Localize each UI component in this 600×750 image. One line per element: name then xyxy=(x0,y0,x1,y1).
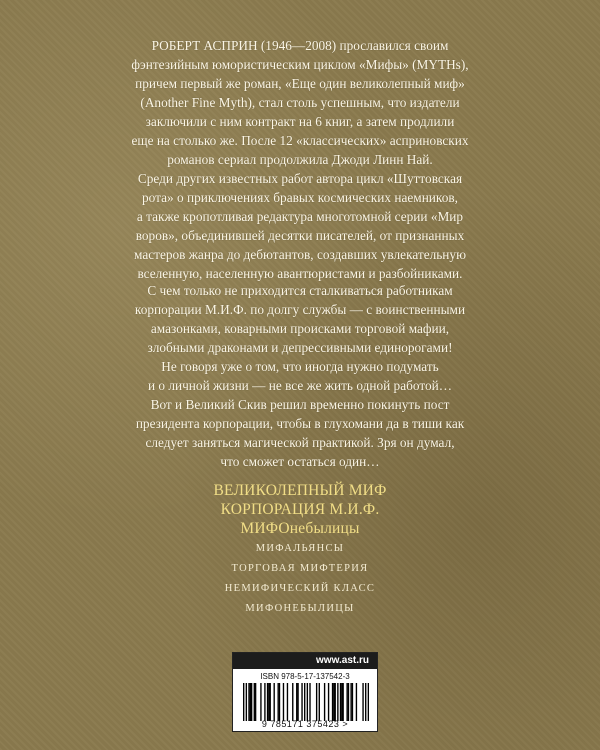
barcode-bar xyxy=(341,683,342,721)
annotation-line: С чем только не приходится сталкиваться работникам xyxy=(147,283,453,298)
series-title: КОРПОРАЦИЯ М.И.Ф. xyxy=(220,501,380,518)
barcode-bar xyxy=(254,683,255,721)
ean-number: 9 785171 375423 > xyxy=(261,719,349,729)
barcode-bar xyxy=(332,683,333,721)
barcode-bar xyxy=(337,683,338,721)
barcode-bar xyxy=(316,683,317,721)
barcode-bar xyxy=(309,683,310,721)
bio-line: Среди других известных работ автора цикл «Шуттовская xyxy=(137,171,463,186)
barcode-bar xyxy=(368,683,369,721)
barcode-bar xyxy=(279,683,280,721)
annotation-line: корпорации М.И.Ф. по долгу службы — с воинственными xyxy=(134,302,466,317)
series-title-list xyxy=(0,481,600,619)
bio-line: причем первый же роман, «Еще один великолепный миф» xyxy=(135,76,465,91)
barcode-bar xyxy=(324,683,325,721)
barcode-bar xyxy=(296,683,297,721)
barcode-bar xyxy=(362,683,363,721)
barcode-bar xyxy=(340,683,341,721)
barcode-bar xyxy=(352,683,353,721)
barcode-bar xyxy=(277,683,278,721)
barcode-bar xyxy=(274,683,275,721)
barcode-bar xyxy=(346,683,347,721)
barcode-bars xyxy=(243,683,369,721)
barcode-bar xyxy=(328,683,329,721)
barcode-bar xyxy=(270,683,271,721)
barcode-bar xyxy=(342,683,343,721)
publisher-site: www.ast.ru xyxy=(233,653,377,669)
barcode-bar xyxy=(333,683,334,721)
barcode-bar xyxy=(250,683,251,721)
bio-line: фэнтезийным юмористическим циклом «Мифы» (MYTHs), xyxy=(131,57,469,72)
barcode-bar xyxy=(287,683,288,721)
series-subtitle: НЕМИФИЧЕСКИЙ КЛАСС xyxy=(224,583,376,594)
series-subtitle: ТОРГОВАЯ МИФТЕРИЯ xyxy=(231,563,369,574)
annotation-line: и о личной жизни — не все же жить одной работой… xyxy=(147,378,453,393)
barcode-bar xyxy=(255,683,256,721)
barcode-bar xyxy=(307,683,308,721)
barcode-bar xyxy=(335,683,336,721)
bio-line: еще на столько же. После 12 «классических» асприновских xyxy=(131,133,469,148)
series-title: МИФОнебылицы xyxy=(240,520,360,537)
isbn-text: ISBN 978-5-17-137542-3 xyxy=(260,672,350,681)
bio-line: мастеров жанра до дебютантов, создавших увлекательную xyxy=(134,247,466,262)
barcode-bar xyxy=(348,683,349,721)
author-bio xyxy=(60,36,540,283)
series-subtitle: МИФАЛЬЯНСЫ xyxy=(255,543,345,554)
barcode-bar xyxy=(260,683,261,721)
barcode-bar xyxy=(268,683,269,721)
barcode-bar xyxy=(304,683,305,721)
annotation-line: злобными драконами и депрессивными единорогами! xyxy=(147,340,453,355)
bio-line: рота» о приключениях бравых космических наемников, xyxy=(142,190,458,205)
barcode-bar xyxy=(283,683,284,721)
series-subtitle: МИФОНЕБЫЛИЦЫ xyxy=(245,603,355,614)
annotation-line: Вот и Великий Скив решил временно покинуть пост xyxy=(150,397,450,412)
barcode-bar xyxy=(365,683,366,721)
annotation-line: президента корпорации, чтобы в глухомани да в тиши как xyxy=(135,416,465,431)
barcode-bar xyxy=(246,683,247,721)
barcode-bar xyxy=(350,683,351,721)
barcode-bar xyxy=(297,683,298,721)
bio-line: вселенную, населенную авантюристами и разбойниками. xyxy=(137,266,463,281)
annotation-line: амазонками, коварными происками торговой мафии, xyxy=(150,321,450,336)
bio-line: (Another Fine Myth), стал столь успешным, что издатели xyxy=(140,95,460,110)
barcode-bar xyxy=(301,683,302,721)
barcode-label xyxy=(232,652,378,732)
series-title: ВЕЛИКОЛЕПНЫЙ МИФ xyxy=(213,482,387,499)
barcode-bar xyxy=(267,683,268,721)
bio-line: РОБЕРТ АСПРИН (1946—2008) прославился своим xyxy=(151,38,449,53)
annotation-line: Не говоря уже о том, что иногда нужно подумать xyxy=(161,359,439,374)
barcode-bar xyxy=(243,683,244,721)
book-annotation xyxy=(60,281,540,471)
annotation-line: следует заняться магической практикой. Зря он думал, xyxy=(145,435,455,450)
bio-line: заключили с ним контракт на 6 книг, а затем продлили xyxy=(145,114,455,129)
barcode-bar xyxy=(319,683,320,721)
bio-line: романов сериал продолжила Джоди Линн Най. xyxy=(167,152,433,167)
barcode-bar xyxy=(292,683,293,721)
barcode-bar xyxy=(264,683,265,721)
barcode-bar xyxy=(251,683,252,721)
bio-line: воров», объединившей десятки писателей, от признанных xyxy=(135,228,465,243)
barcode-bar xyxy=(356,683,357,721)
bio-line: а также кропотливая редактура многотомной серии «Мир xyxy=(136,209,464,224)
annotation-line: что сможет остаться один… xyxy=(220,454,380,469)
barcode-bar xyxy=(248,683,249,721)
